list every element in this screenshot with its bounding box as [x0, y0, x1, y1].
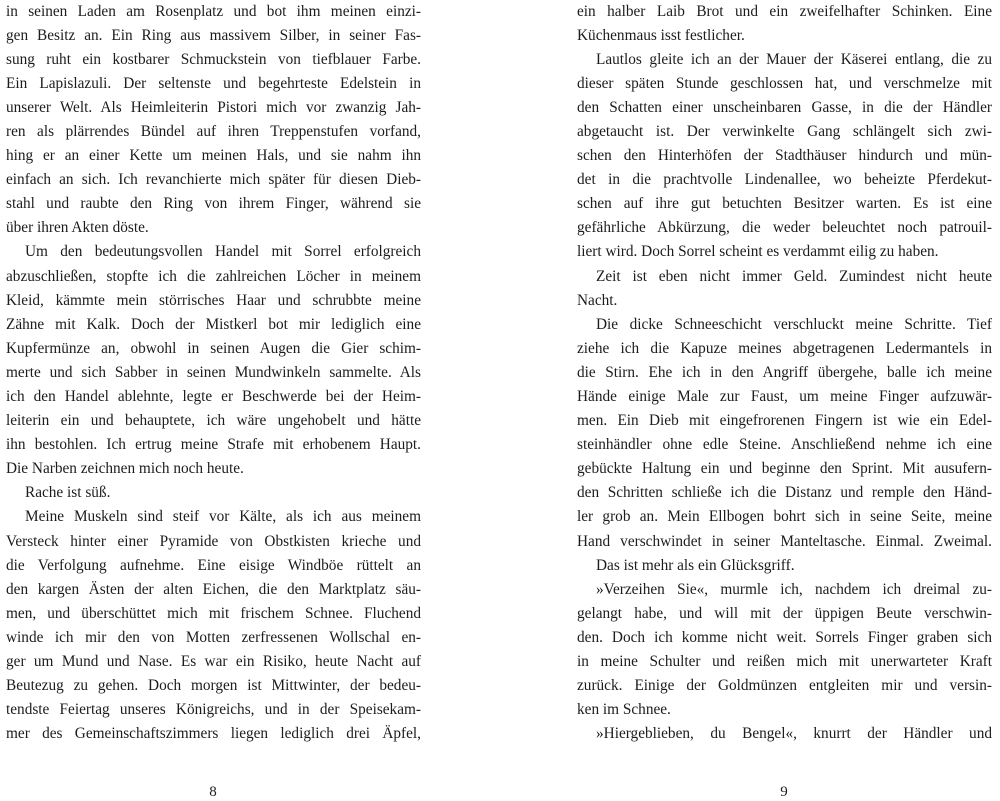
- text-line: Meine Muskeln sind steif vor Kälte, als ich aus meinem: [25, 508, 421, 526]
- text-line: einfach an sich. Ich revanchierte mich später für diesen Dieb-: [6, 171, 421, 189]
- text-line: merte und sich Sabber in seinen Mundwinkeln sammelte. Als: [6, 363, 421, 381]
- text-line: schen den Hinterhöfen der Stadthäuser hindurch und mün-: [577, 147, 992, 165]
- text-line: den Schritten schließe ich die Distanz und remple den Händ-: [577, 484, 992, 502]
- text-line: gen Besitz an. Ein Ring aus massivem Silber, in seiner Fas-: [6, 26, 421, 44]
- text-line: Um den bedeutungsvollen Handel mit Sorrel erfolgreich: [25, 243, 421, 261]
- text-line: Kupfermünze an, obwohl in seinen Augen die Gier schim-: [6, 339, 421, 357]
- text-line: Rache ist süß.: [25, 484, 111, 502]
- text-line: den. Doch ich komme nicht weit. Sorrels Finger graben sich: [577, 628, 992, 646]
- text-line: Das ist mehr als ein Glücksgriff.: [596, 556, 795, 574]
- text-line: zurück. Einige der Goldmünzen entgleiten mir und versin-: [577, 677, 992, 695]
- text-line: Kleid, kämmte mein störrisches Haar und schrubbte meine: [6, 291, 421, 309]
- text-line: ein halber Laib Brot und ein zweifelhafter Schinken. Eine: [577, 2, 992, 20]
- text-line: Die dicke Schneeschicht verschluckt meine Schritte. Tief: [596, 315, 992, 333]
- text-line: den Schatten einer unscheinbaren Gasse, in die der Händler: [577, 98, 992, 116]
- text-line: Lautlos gleite ich an der Mauer der Käserei entlang, die zu: [596, 50, 992, 68]
- text-line: det in die prachtvolle Lindenallee, wo beheizte Pferdekut-: [577, 171, 992, 189]
- text-line: men. Ein Dieb mit eingefrorenen Fingern ist wie ein Edel-: [577, 412, 992, 430]
- left-page-number: 8: [209, 784, 217, 800]
- text-line: hing er an einer Kette um meinen Hals, und sie nahm ihn: [6, 147, 421, 165]
- text-line: die Verfolgung aufnehme. Eine eisige Windböe rüttelt an: [6, 556, 421, 574]
- right-page: [577, 0, 992, 746]
- text-line: ken im Schnee.: [577, 701, 671, 719]
- text-line: ren als plärrendes Bündel auf ihren Treppenstufen vorfand,: [6, 122, 421, 140]
- text-line: dieser späten Stunde geschlossen hat, und verschmelze mit: [577, 74, 992, 92]
- text-line: die Stirn. Ehe ich in den Angriff übergehe, balle ich meine: [577, 363, 992, 381]
- left-page: [6, 0, 421, 746]
- text-line: Hände einige Male zur Faust, um meine Finger aufzuwär-: [577, 388, 992, 405]
- text-line: liert wird. Doch Sorrel scheint es verdammt eilig zu haben.: [577, 243, 939, 261]
- text-line: Die Narben zeichnen mich noch heute.: [6, 460, 244, 478]
- text-line: Ein Lapislazuli. Der seltenste und begehrteste Edelstein in: [6, 74, 421, 92]
- text-line: men, und überschüttet mich mit frischem Schnee. Fluchend: [6, 604, 421, 622]
- text-line: unserer Welt. Als Heimleiterin Pistori mich vor zwanzig Jah-: [6, 98, 421, 116]
- text-line: Hand verschwindet in seiner Manteltasche. Einmal. Zweimal.: [577, 532, 992, 550]
- text-line: gebückte Haltung ein und beginne den Sprint. Mit ausufern-: [577, 460, 992, 478]
- text-line: gefährliche Abkürzung, die weder beleuchtet noch patrouil-: [577, 219, 992, 237]
- text-line: steinhändler ohne edle Steine. Anschließend nehme ich eine: [577, 436, 992, 454]
- text-line: ger um Mund und Nase. Es war ein Risiko, heute Nacht auf: [6, 653, 421, 671]
- text-line: Beutezug zu gehen. Doch morgen ist Mittwinter, der bedeu-: [6, 677, 421, 695]
- text-line: in meine Schulter und reißen mich mit unerwarteter Kraft: [577, 653, 992, 671]
- text-line: tendste Feiertag unseres Königreichs, und in der Speisekam-: [6, 701, 421, 719]
- text-line: ziehe ich die Kapuze meines abgetragenen Ledermantels in: [577, 339, 992, 357]
- text-line: sung ruht ein kostbarer Schmuckstein von tiefblauer Farbe.: [6, 50, 421, 68]
- text-line: ihn bestohlen. Ich ertrug meine Strafe mit erhobenem Haupt.: [6, 436, 421, 454]
- text-line: stahl und raubte den Ring von ihrem Finger, während sie: [6, 195, 421, 213]
- right-page-number: 9: [780, 784, 788, 800]
- text-line: abgetaucht ist. Der verwinkelte Gang schlängelt sich zwi-: [577, 122, 992, 140]
- text-line: mer des Gemeinschaftszimmers liegen lediglich drei Äpfel,: [6, 725, 421, 743]
- text-line: abzuschließen, stopfte ich die zahlreichen Löcher in meinem: [6, 267, 421, 285]
- text-line: ler grob an. Mein Ellbogen bohrt sich in seine Seite, meine: [577, 508, 992, 526]
- text-line: schen auf ihre gut betuchten Besitzer warten. Es ist eine: [577, 195, 992, 213]
- text-line: gelangt habe, und will mit der üppigen Beute verschwin-: [577, 604, 992, 622]
- text-line: ich den Handel ablehnte, legte er Beschwerde bei der Heim-: [6, 388, 421, 405]
- text-line: Küchenmaus isst festlicher.: [577, 26, 745, 44]
- text-line: Zähne mit Kalk. Doch der Mistkerl bot mir lediglich eine: [6, 315, 421, 333]
- text-line: in seinen Laden am Rosenplatz und bot ihm meinen einzi-: [6, 2, 421, 20]
- text-line: über ihren Akten döste.: [6, 219, 149, 237]
- text-line: Versteck hinter einer Pyramide von Obstkisten krieche und: [6, 532, 421, 550]
- text-line: »Hiergeblieben, du Bengel«, knurrt der Händler und: [596, 725, 992, 743]
- text-line: winde ich mir den von Motten zerfressenen Wollschal en-: [6, 628, 421, 646]
- text-line: den kargen Ästen der alten Eichen, die den Marktplatz säu-: [6, 580, 421, 598]
- text-line: Nacht.: [577, 291, 618, 309]
- text-line: Zeit ist eben nicht immer Geld. Zumindest nicht heute: [596, 267, 992, 285]
- text-line: »Verzeihen Sie«, murmle ich, nachdem ich dreimal zu-: [596, 580, 992, 598]
- text-line: leiterin ein und behauptete, ich wäre ungehobelt und hätte: [6, 412, 421, 430]
